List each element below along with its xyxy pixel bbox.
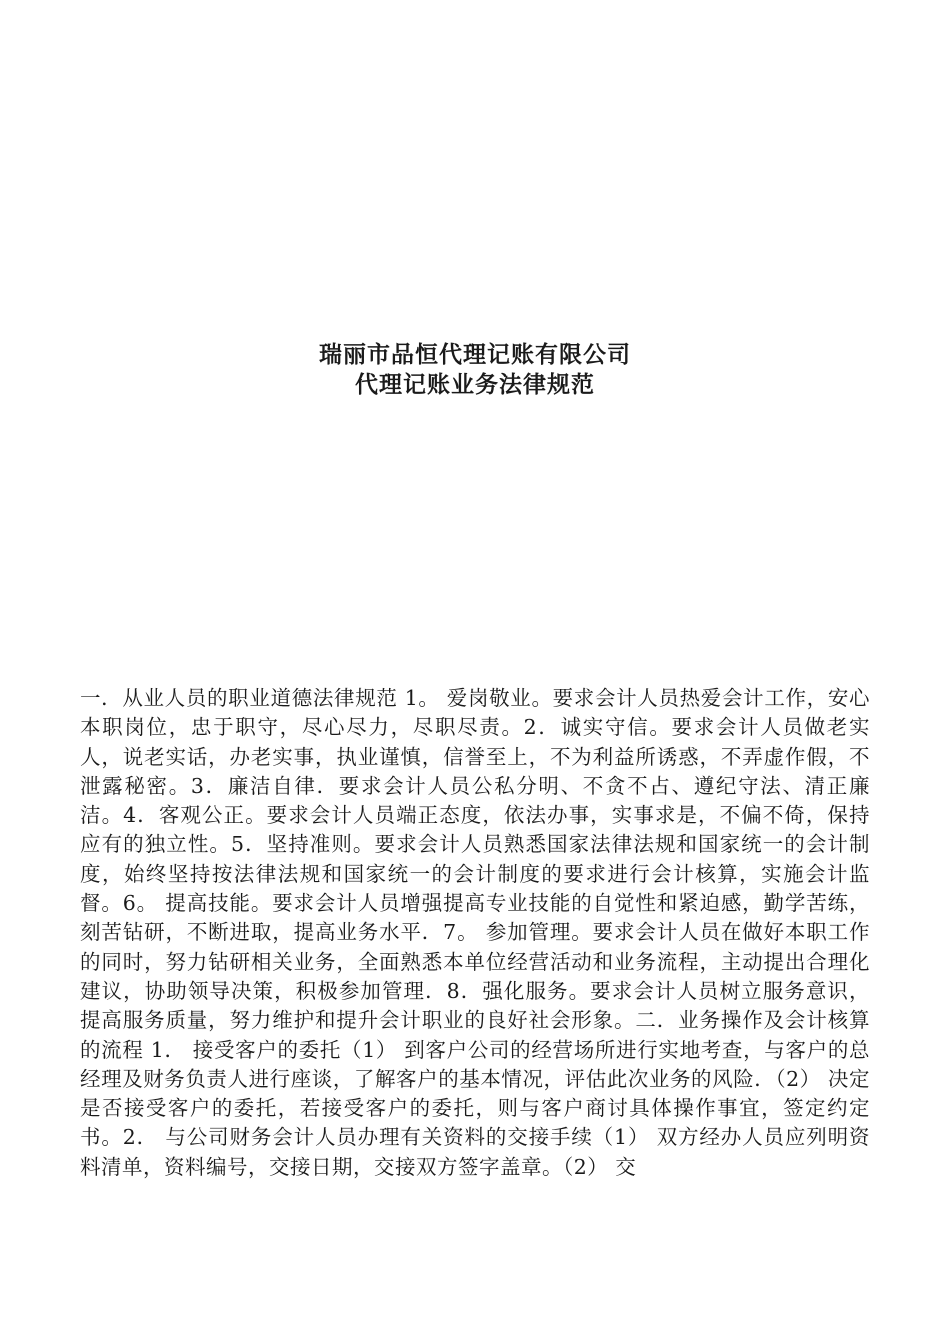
body-paragraph: 一．从业人员的职业道德法律规范 1。 爱岗敬业。要求会计人员热爱会计工作，安心本职岗位，忠于职守，尽心尽力，尽职尽责。2．诚实守信。要求会计人员做老实人，说老实话，办老实事，执业谨慎，信誉至上，不为利益所诱惑，不弄虚作假，不泄露秘密。3．廉洁自律．要求会计人员公私分明、不贪不占、遵纪守法、清正廉洁。4．客观公正。要求会计人员端正态度，依法办事，实事求是，不偏不倚，保持应有的独立性。5．坚持准则。要求会计人员熟悉国家法律法规和国家统一的会计制度，始终坚持按法律法规和国家统一的会计制度的要求进行会计核算，实施会计监督。6。 提高技能。要求会计人员增强提高专业技能的自觉性和紧迫感，勤学苦练，刻苦钻研，不断进取，提高业务水平．7。 参加管理。要求会计人员在做好本职工作的同时，努力钻研相关业务，全面熟悉本单位经营活动和业务流程，主动提出合理化建议，协助领导决策，积极参加管理．8．强化服务。要求会计人员树立服务意识，提高服务质量，努力维护和提升会计职业的良好社会形象。二．业务操作及会计核算的流程 1． 接受客户的委托（1） 到客户公司的经营场所进行实地考查，与客户的总经理及财务负责人进行座谈，了解客户的基本情况，评估此次业务的风险．（2） 决定是否接受客户的委托，若接受客户的委托，则与客户商讨具体操作事宜，签定约定书。2． 与公司财务会计人员办理有关资料的交接手续（1） 双方经办人员应列明资料清单，资料编号，交接日期，交接双方签字盖章。（2） 交 xyxy=(80,686,870,1179)
company-name-heading: 瑞丽市品恒代理记账有限公司 xyxy=(319,342,631,368)
document-title xyxy=(0,340,950,400)
document-subtitle-heading: 代理记账业务法律规范 xyxy=(355,372,595,398)
